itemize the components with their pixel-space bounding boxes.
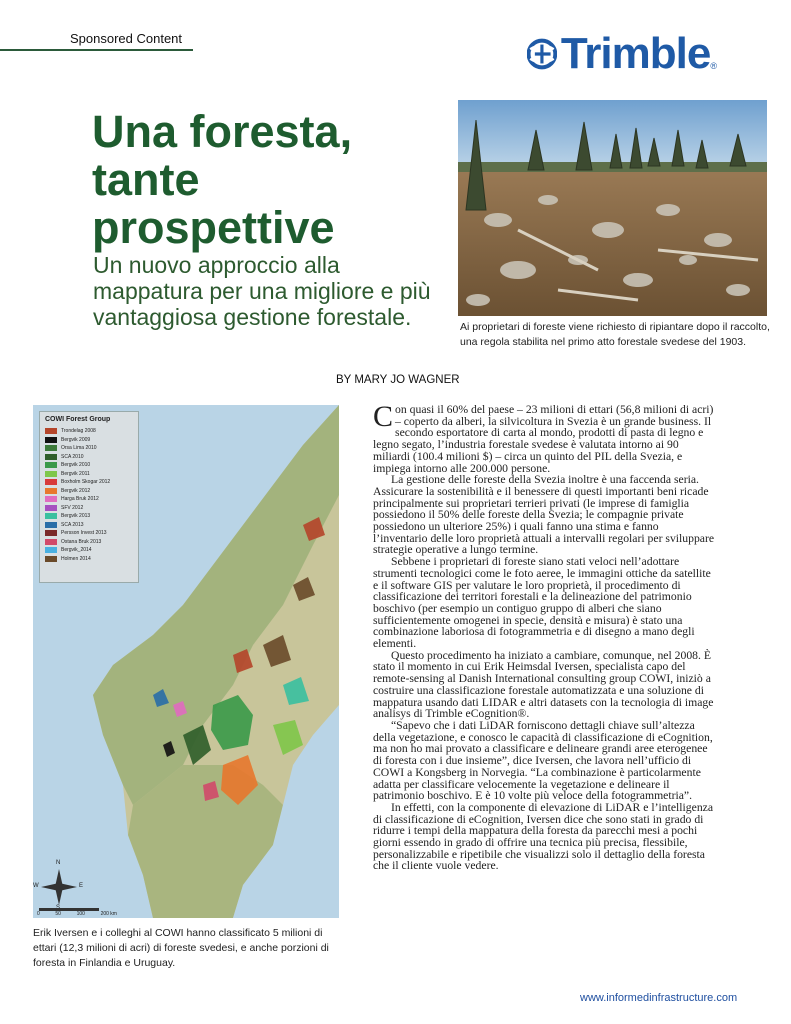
legend-item	[45, 555, 133, 564]
legend-item	[45, 538, 133, 547]
brand-name: Trimble	[560, 29, 711, 78]
sponsored-label: Sponsored Content	[70, 31, 183, 46]
scale-label: 200 km	[100, 911, 117, 917]
compass-west: W	[33, 883, 39, 889]
legend-swatch	[45, 471, 57, 477]
body-paragraph: “Sapevo che i dati LiDAR forniscono dettagli chiave sull’altezza della vegetazione, e conosco le capacità di classificazione di eCognition, ma non ho mai provato a classificare e delineare grandi aree eterogenee di foresta con i due insieme”, dice Iversen, che lavora nell’ufficio di COWI a Kongsberg in Norvegia. “La combinazione è particolarmente adatta per classificare velocemente la vegetazione e delineare il patrimonio boschivo. E è 10 volte più veloce della fotogrammetria”.	[373, 718, 713, 803]
legend-item	[45, 478, 133, 487]
legend-label: Trondelag 2008	[61, 428, 96, 435]
dropcap: C	[373, 400, 394, 433]
legend-label: Bergvik 2010	[61, 462, 91, 469]
body-paragraph: La gestione delle foreste della Svezia inoltre è una faccenda seria. Assicurare la sostenibilità e il benessere di questi importanti beni ricade principalmente sui proprietari terrieri privati (le imprese di famiglia possiedono il 50% delle foreste della Svezia; le compagnie private possiedono un ulteriore 25%) i quali fanno una stima e fanno l’inventario delle loro proprietà attuali a intervalli regolari per sviluppare strategie operative a lungo termine.	[373, 473, 715, 557]
legend-item	[45, 461, 133, 470]
paragraph-text: on quasi il 60% del paese – 23 milioni di ettari (56,8 milioni di acri) – coperto da alberi, la silvicoltura in Svezia è un grande business. Il secondo esportatore di carta al mondo, prodotti di pasta di legno e legno segato, l’industria forestale svedese è valutata intorno ai 90 miliardi (100.4 milioni $) – circa un quinto del PIL della Svezia, e impiega intorno alle 200.000 persone.	[373, 403, 714, 475]
legend-swatch	[45, 454, 57, 460]
legend-item	[45, 512, 133, 521]
trimble-logo	[527, 31, 717, 77]
legend-swatch	[45, 522, 57, 528]
body-paragraph: Questo procedimento ha iniziato a cambiare, comunque, nel 2008. È stato il momento in cui Erik Heimsdal Iversen, specialista capo del remote-sensing al Danish International consulting group COWI, iniziò a costruire una classificazione forestale automatizzata e una soluzione di mappatura usando dati LIDAR e altri datasets con la tecnologia di image analisys di Trimble eCognition®.	[373, 648, 714, 721]
legend-swatch	[45, 488, 57, 494]
legend-swatch	[45, 513, 57, 519]
photo-caption: Ai proprietari di foreste viene richiesto di ripiantare dopo il raccolto, una regola stabilita nel primo atto forestale svedese del 1903.	[460, 321, 770, 348]
legend-label: SCA 2013	[61, 521, 84, 528]
scale-labels	[37, 911, 117, 917]
legend-item	[45, 546, 133, 555]
legend-label: Ostana Bruk 2013	[61, 538, 102, 545]
compass-north: N	[56, 860, 61, 866]
legend-label: Boxholm Skogar 2012	[61, 479, 111, 486]
scale-label: 0	[37, 911, 40, 917]
legend-item	[45, 529, 133, 538]
legend-swatch	[45, 530, 57, 536]
clearcut-photo	[458, 100, 767, 316]
legend-item	[45, 453, 133, 462]
legend-item	[45, 427, 133, 436]
legend-swatch	[45, 556, 57, 562]
article-title	[92, 108, 442, 252]
legend-label: Bergvik 2012	[61, 487, 91, 494]
legend-item	[45, 504, 133, 513]
compass-icon	[39, 867, 79, 907]
legend-swatch	[45, 547, 57, 553]
legend-item	[45, 444, 133, 453]
map-caption: Erik Iversen e i colleghi al COWI hanno classificato 5 milioni di ettari (12,3 milioni di acri) di foreste svedesi, e anche porzioni di foresta in Finlandia e Uruguay.	[33, 927, 329, 969]
legend-label: SFV 2012	[61, 504, 84, 511]
legend-label: Persson Invest 2013	[61, 530, 107, 537]
legend-swatch	[45, 496, 57, 502]
article-body	[373, 400, 716, 873]
title-line: prospettive	[92, 202, 335, 253]
legend-item	[45, 495, 133, 504]
body-paragraph: Sebbene i proprietari di foreste siano stati veloci nell’adottare strumenti tecnologici come le foto aeree, le immagini ottiche da satellite e il software GIS per valutare le loro proprietà, il procedimento di classificazione dei territori forestali e la delineazione del patrimonio boschivo (per esempio un contiguo gruppo di alberi che siano sufficientemente omogenei in specie, densità e misura) è stato una combinazione laboriosa di fotogrammetria e di disegno a mano degli elementi.	[373, 555, 711, 651]
brand-registered-mark: ®	[710, 61, 717, 71]
legend-label: Bergvik_2014	[61, 547, 92, 554]
legend-label: Bergvik 2011	[61, 470, 90, 477]
scale-label: 100	[76, 911, 85, 917]
legend-item	[45, 436, 133, 445]
legend-swatch	[45, 462, 57, 468]
legend-swatch	[45, 437, 57, 443]
legend-swatch	[45, 428, 57, 434]
legend-swatch	[45, 539, 57, 545]
legend-list	[45, 427, 133, 563]
legend-item	[45, 487, 133, 496]
forest-map	[33, 405, 339, 918]
legend-item	[45, 470, 133, 479]
legend-title: COWI Forest Group	[45, 416, 111, 423]
legend-swatch	[45, 479, 57, 485]
legend-label: Orsa Lima 2010	[61, 445, 97, 452]
header-rule	[0, 49, 193, 51]
body-paragraph: In effetti, con la componente di elevazione di LiDAR e l’intelligenza di classificazione di eCognition, Iversen dice che sono stati in grado di ridurre i tempi della mappatura della foresta da parecchi mesi a pochi giorni essendo in grado di offrire una tecnica più precisa, flessibile, personalizzabile e ripetibile che visualizzi solo il dettaglio della foresta che il cliente vuole vedere.	[373, 800, 714, 873]
title-line: Una foresta,	[92, 106, 353, 157]
legend-label: Bergvik 2013	[61, 513, 91, 520]
legend-swatch	[45, 445, 57, 451]
legend-label: Harga Bruk 2012	[61, 496, 99, 503]
map-legend	[39, 411, 139, 583]
article-subtitle: Un nuovo approccio alla mappatura per una migliore e più vantaggiosa gestione forestale.	[93, 252, 431, 330]
trimble-globe-icon	[527, 34, 557, 74]
legend-label: SCA 2010	[61, 453, 84, 460]
legend-item	[45, 521, 133, 530]
byline: BY MARY JO WAGNER	[336, 374, 460, 386]
title-line: tante	[92, 154, 200, 205]
compass-east: E	[79, 883, 84, 889]
scale-label: 50	[55, 911, 61, 917]
footer-url[interactable]: www.informedinfrastructure.com	[580, 992, 738, 1004]
legend-swatch	[45, 505, 57, 511]
legend-label: Bergvik 2009	[61, 436, 91, 443]
body-paragraph	[373, 400, 716, 475]
legend-label: Holmen 2014	[61, 555, 91, 562]
